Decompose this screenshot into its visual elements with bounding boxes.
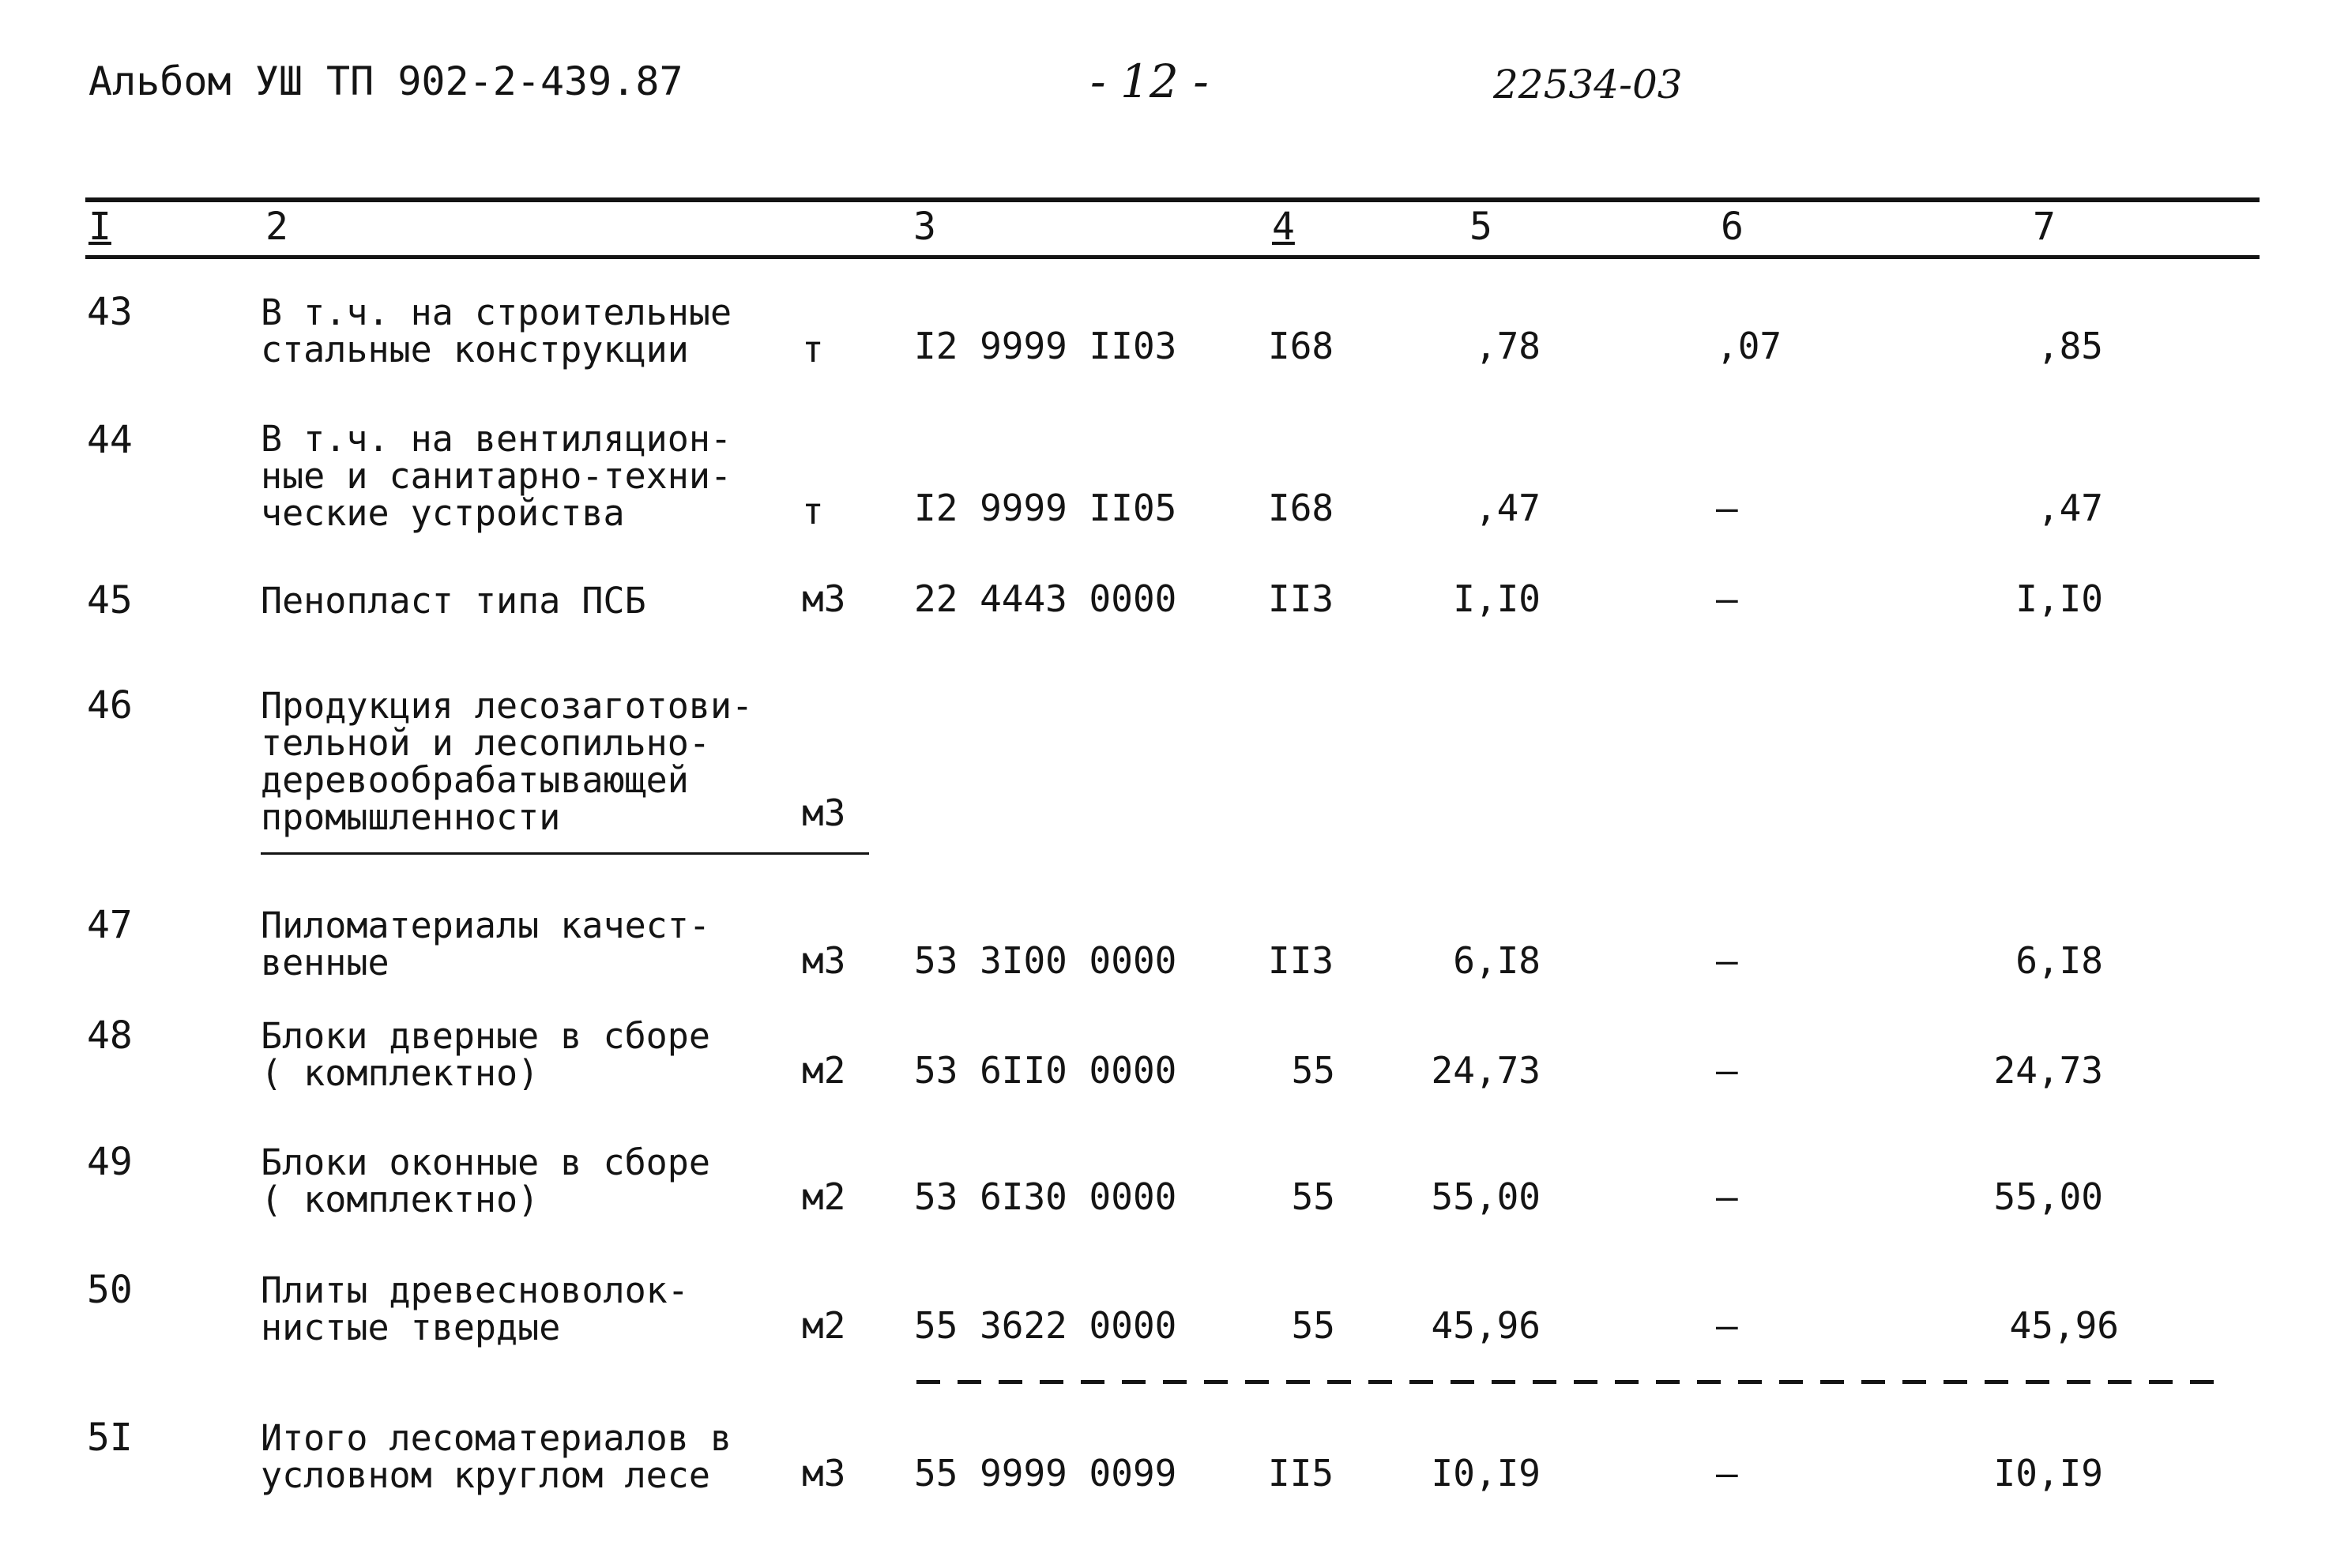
row-50-col6: – [1716,1304,1738,1347]
row-43-col7: ,85 [2037,325,2103,367]
row-46-number: 46 [87,683,133,728]
row-49-number: 49 [87,1140,133,1184]
column-header-3: 3 [913,205,936,249]
album-reference: Альбом УШ ТП 902-2-439.87 [88,58,683,104]
column-header-2: 2 [265,205,288,249]
table-header-rule [85,255,2260,259]
row-49-col5: 55,00 [1431,1175,1541,1218]
row-47-number: 47 [87,903,133,947]
row-51-code: 55 9999 0099 [914,1452,1177,1495]
row-46-unit: м3 [802,792,846,834]
row-47-col4: II3 [1268,939,1334,982]
row-51-name: Итого лесоматериалов в условном круглом лесе [261,1417,732,1496]
row-44-col6: – [1716,487,1738,529]
row-43-col5: ,78 [1474,325,1541,367]
row-45-col6: – [1716,577,1738,620]
row-43-name: В т.ч. на строительные стальные конструкции [261,291,732,370]
row-44-col7: ,47 [2037,487,2103,529]
row-51-col7: I0,I9 [1993,1452,2103,1495]
row-44-number: 44 [87,418,133,462]
row-45-col7: I,I0 [2015,577,2103,620]
row-49-col7: 55,00 [1993,1175,2103,1218]
row-45-number: 45 [87,578,133,622]
row-49-name: Блоки оконные в сборе ( комплектно) [261,1141,710,1220]
row-44-col5: ,47 [1474,487,1541,529]
row-48-number: 48 [87,1013,133,1058]
row-43-col6: ,07 [1716,325,1782,367]
row-48-col5: 24,73 [1431,1049,1541,1092]
row-50-col7: 45,96 [2009,1304,2119,1347]
row-45-col5: I,I0 [1453,577,1541,620]
row-44-unit: т [802,490,824,532]
row-50-number: 50 [87,1268,133,1312]
column-header-1: I [88,205,111,249]
row-49-col6: – [1716,1175,1738,1218]
row-47-unit: м3 [802,939,846,982]
row-46-name: Продукция лесозаготови- тельной и лесопильно- деревообрабатывающей промышленности [261,685,754,838]
row-50-code: 55 3622 0000 [914,1304,1177,1347]
row-47-col7: 6,I8 [2015,939,2103,982]
row-51-number: 5I [87,1416,133,1460]
row-45-unit: м3 [802,577,846,620]
row-44-code: I2 9999 II05 [914,487,1177,529]
row-43-col4: I68 [1268,325,1334,367]
table-top-rule [85,197,2260,202]
row-48-col4: 55 [1291,1049,1335,1092]
row-48-col7: 24,73 [1993,1049,2103,1092]
column-header-5: 5 [1469,205,1492,249]
column-header-7: 7 [2033,205,2056,249]
row-48-col6: – [1716,1049,1738,1092]
row-44-col4: I68 [1268,487,1334,529]
subgroup-underline [261,852,869,855]
row-50-unit: м2 [802,1304,846,1347]
row-48-code: 53 6II0 0000 [914,1049,1177,1092]
row-43-unit: т [802,328,824,370]
row-47-name: Пиломатериалы качест- венные [261,904,710,983]
row-48-unit: м2 [802,1049,846,1092]
column-header-6: 6 [1721,205,1744,249]
row-49-col4: 55 [1291,1175,1335,1218]
row-45-code: 22 4443 0000 [914,577,1177,620]
row-47-code: 53 3I00 0000 [914,939,1177,982]
row-49-code: 53 6I30 0000 [914,1175,1177,1218]
row-43-code: I2 9999 II03 [914,325,1177,367]
row-51-col5: I0,I9 [1431,1452,1541,1495]
row-45-name: Пенопласт типа ПСБ [261,580,646,622]
row-50-col4: 55 [1291,1304,1335,1347]
column-header-4: 4 [1272,205,1295,249]
row-51-unit: м3 [802,1452,846,1495]
row-47-col5: 6,I8 [1453,939,1541,982]
page-number: - 12 - [1090,55,1209,108]
row-45-col4: II3 [1268,577,1334,620]
row-44-name: В т.ч. на вентиляцион- ные и санитарно-техни- ческие устройства [261,418,732,534]
row-50-name: Плиты древесноволок- нистые твердые [261,1269,689,1348]
row-51-col6: – [1716,1452,1738,1495]
row-47-col6: – [1716,939,1738,982]
row-49-unit: м2 [802,1175,846,1218]
row-50-col5: 45,96 [1431,1304,1541,1347]
subtotal-dashed-rule [916,1380,2228,1384]
row-51-col4: II5 [1268,1452,1334,1495]
row-43-number: 43 [87,290,133,334]
row-48-name: Блоки дверные в сборе ( комплектно) [261,1015,710,1094]
document-code: 22534-03 [1493,62,1683,107]
